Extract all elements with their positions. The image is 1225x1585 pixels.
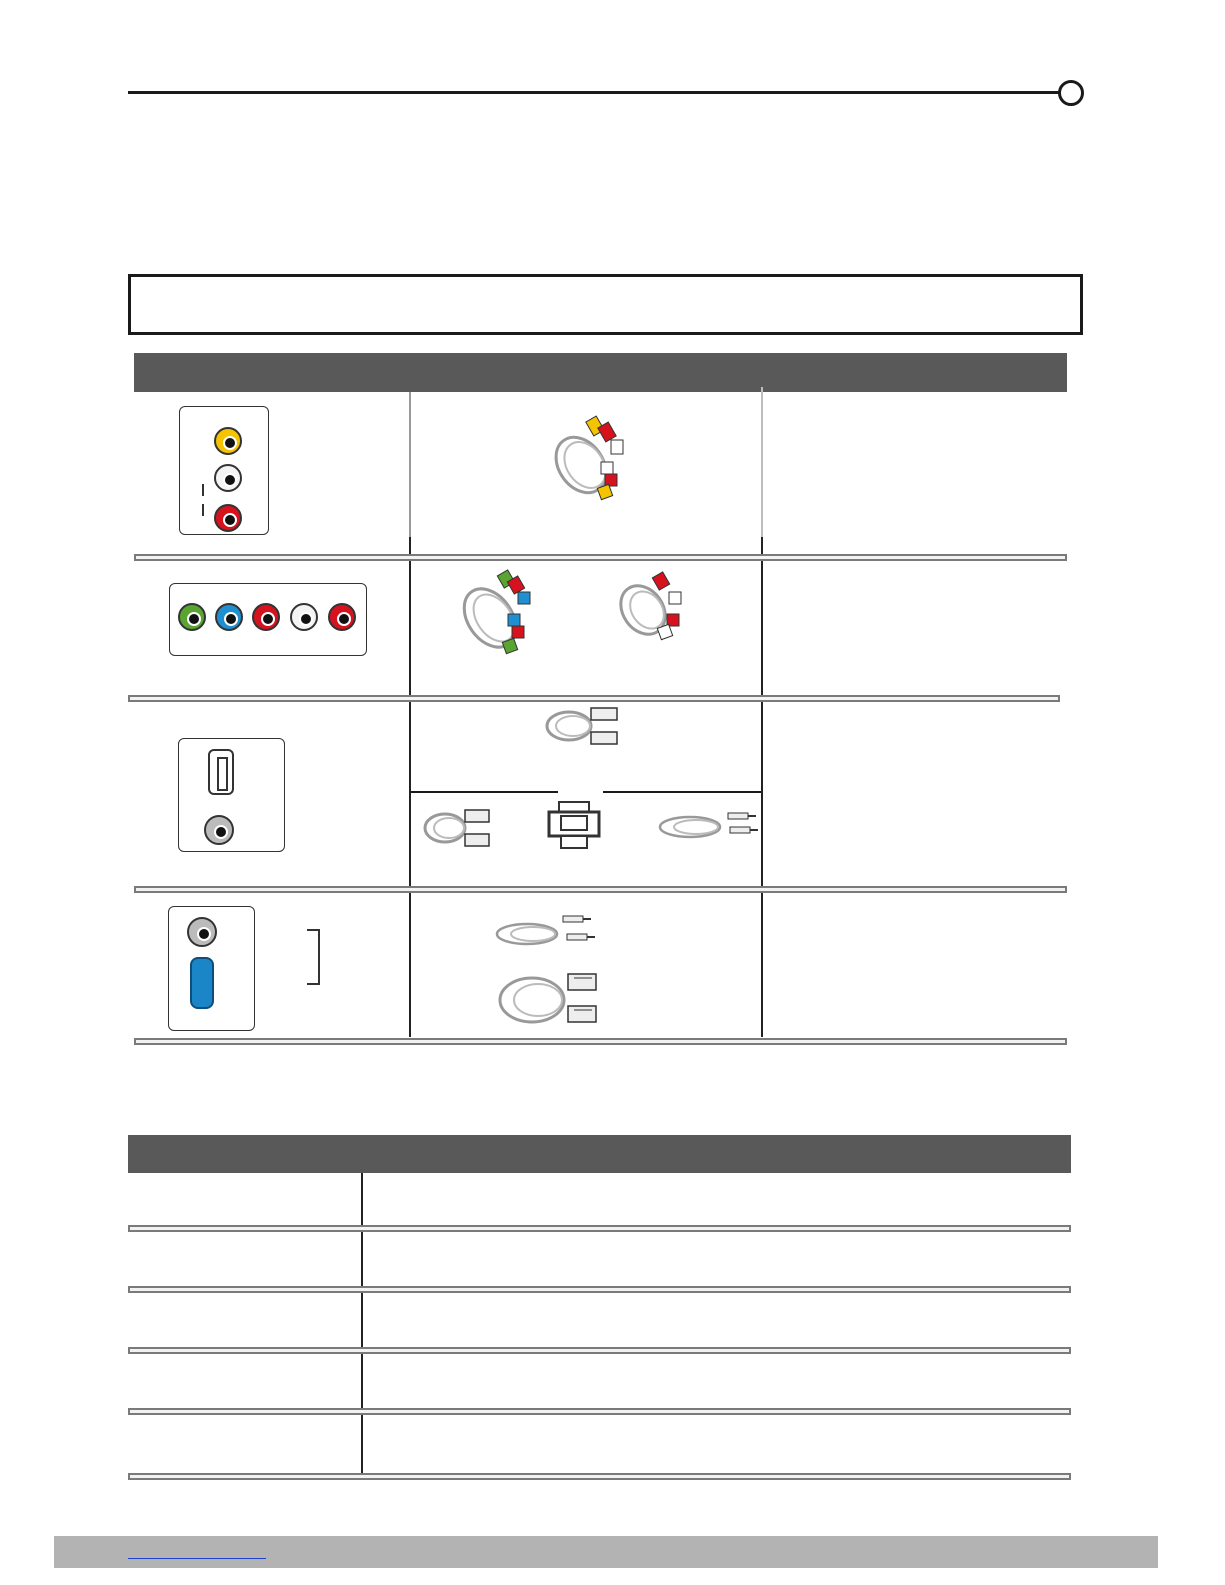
top-rule (128, 91, 1060, 94)
page-circle-icon (1058, 80, 1084, 106)
component-video-cable-icon (462, 566, 542, 666)
composite-av-jacks-icon (179, 406, 269, 535)
footer-link-underline[interactable] (128, 1558, 266, 1559)
second-table-header (128, 1135, 1071, 1173)
bracket-tick-1 (202, 484, 204, 496)
hdmi-row-inner-divider-right (603, 791, 761, 793)
pb-jack-blue (215, 603, 243, 631)
footer-bar (54, 1536, 1158, 1568)
second-table-row-separator-4 (128, 1408, 1071, 1415)
column-divider-1 (409, 392, 411, 537)
row-separator-2 (128, 695, 1060, 702)
column-divider-2-lower (761, 537, 763, 1037)
connection-table-header (134, 353, 1067, 392)
component-ypbpr-jacks-icon (169, 583, 367, 656)
audio-right-jack-red (214, 504, 242, 532)
pc-audio-cable-icon (493, 910, 597, 950)
hdmi-row-inner-divider-left (411, 791, 558, 793)
second-table-row-separator-5 (128, 1473, 1071, 1480)
vga-bracket (307, 929, 320, 985)
3-5mm-audio-cable-icon (656, 809, 760, 843)
hdmi-audio-jack (204, 815, 234, 845)
vga-cable-icon (496, 970, 600, 1028)
second-table-row-separator-1 (128, 1225, 1071, 1232)
second-table-row-separator-2 (128, 1286, 1071, 1293)
audio-l-jack-white (290, 603, 318, 631)
audio-r-jack-red (328, 603, 356, 631)
vga-port-icon (190, 957, 214, 1009)
column-divider-1-lower (409, 537, 411, 1037)
y-jack-green (178, 603, 206, 631)
bracket-tick-2 (202, 504, 204, 516)
row-separator-4 (134, 1038, 1067, 1045)
rca-av-cable-icon (553, 410, 633, 510)
dvi-hdmi-adapter-icon (547, 800, 603, 855)
pr-jack-red (252, 603, 280, 631)
hdmi-dvi-cable-icon (421, 808, 493, 850)
vga-port-with-audio-jack-icon (168, 906, 255, 1031)
second-table-row-separator-3 (128, 1347, 1071, 1354)
hdmi-port-icon (208, 749, 234, 795)
row-separator-3 (134, 886, 1067, 893)
row-separator-1 (134, 554, 1067, 561)
column-divider-2 (761, 387, 763, 537)
audio-left-jack-white (214, 464, 242, 492)
note-box (128, 274, 1083, 335)
second-table-column-divider (361, 1173, 363, 1473)
hdmi-port-with-audio-jack-icon (178, 738, 285, 852)
pc-audio-jack (187, 917, 217, 947)
video-jack-yellow (214, 427, 242, 455)
rca-stereo-cable-icon (617, 570, 697, 645)
hdmi-cable-icon (543, 706, 623, 748)
